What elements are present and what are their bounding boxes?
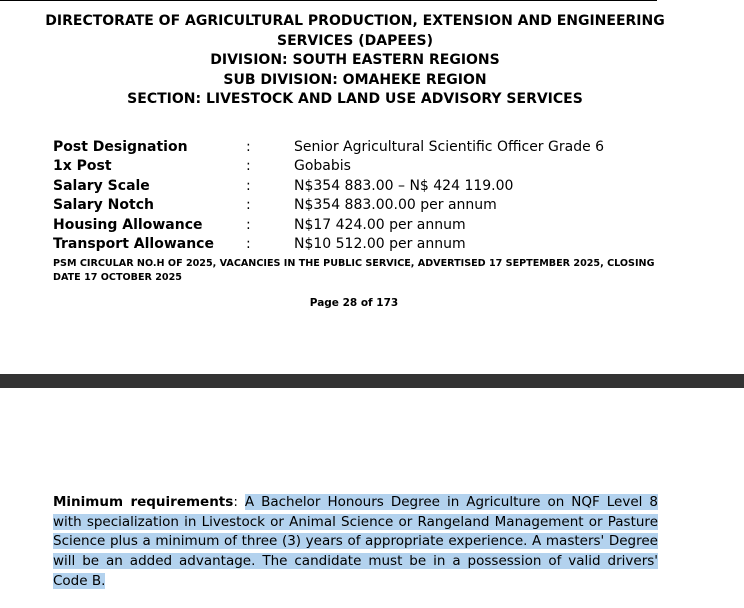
minimum-requirements-paragraph — [53, 493, 658, 592]
psm-circular-footer: PSM CIRCULAR NO.H OF 2025, VACANCIES IN THE PUBLIC SERVICE, ADVERTISED 17 SEPTEMBER 2025, CLOSING DATE 17 OCTOBER 2025 — [53, 258, 655, 283]
detail-colon: : — [246, 177, 251, 194]
detail-label: Housing Allowance — [53, 216, 203, 233]
detail-label: 1x Post — [53, 158, 112, 175]
header-line-section: SECTION: LIVESTOCK AND LAND USE ADVISORY SERVICES — [127, 91, 583, 107]
requirements-separator: : — [233, 494, 245, 510]
detail-colon: : — [246, 197, 251, 214]
detail-value: N$354 883.00.00 per annum — [294, 197, 497, 214]
detail-label: Salary Scale — [53, 177, 150, 194]
detail-colon: : — [246, 216, 251, 233]
detail-value: Gobabis — [294, 158, 351, 175]
header-line-directorate: DIRECTORATE OF AGRICULTURAL PRODUCTION, EXTENSION AND ENGINEERING — [45, 13, 665, 29]
detail-colon: : — [246, 158, 251, 175]
minimum-requirements-label: Minimum requirements — [53, 494, 234, 510]
header-line-division: DIVISION: SOUTH EASTERN REGIONS — [210, 52, 500, 68]
detail-value: N$17 424.00 per annum — [294, 216, 466, 233]
page-number: Page 28 of 173 — [309, 297, 399, 309]
page-break-divider — [0, 374, 744, 388]
detail-value: N$354 883.00 – N$ 424 119.00 — [294, 177, 514, 194]
selected-requirements-text[interactable]: A Bachelor Honours Degree in Agriculture on NQF Level 8 with specialization in Livestock or Animal Science or Rangeland Management or Pasture Science plus a minimum of three (3) years of appropriate experience. A masters' Degree will be an added advantage. The candidate must be in a possession of valid drivers' Code B. — [53, 494, 658, 589]
detail-label: Post Designation — [53, 139, 188, 155]
detail-value: N$10 512.00 per annum — [294, 235, 466, 252]
header-line-services: SERVICES (DAPEES) — [277, 32, 433, 49]
detail-label: Transport Allowance — [53, 235, 214, 252]
top-rule — [0, 0, 657, 1]
detail-colon: : — [246, 139, 251, 155]
document-header — [30, 12, 680, 110]
detail-label: Salary Notch — [53, 197, 154, 214]
header-line-subdivision: SUB DIVISION: OMAHEKE REGION — [223, 71, 487, 88]
detail-value: Senior Agricultural Scientific Officer Grade 6 — [294, 139, 605, 155]
detail-colon: : — [246, 235, 251, 252]
